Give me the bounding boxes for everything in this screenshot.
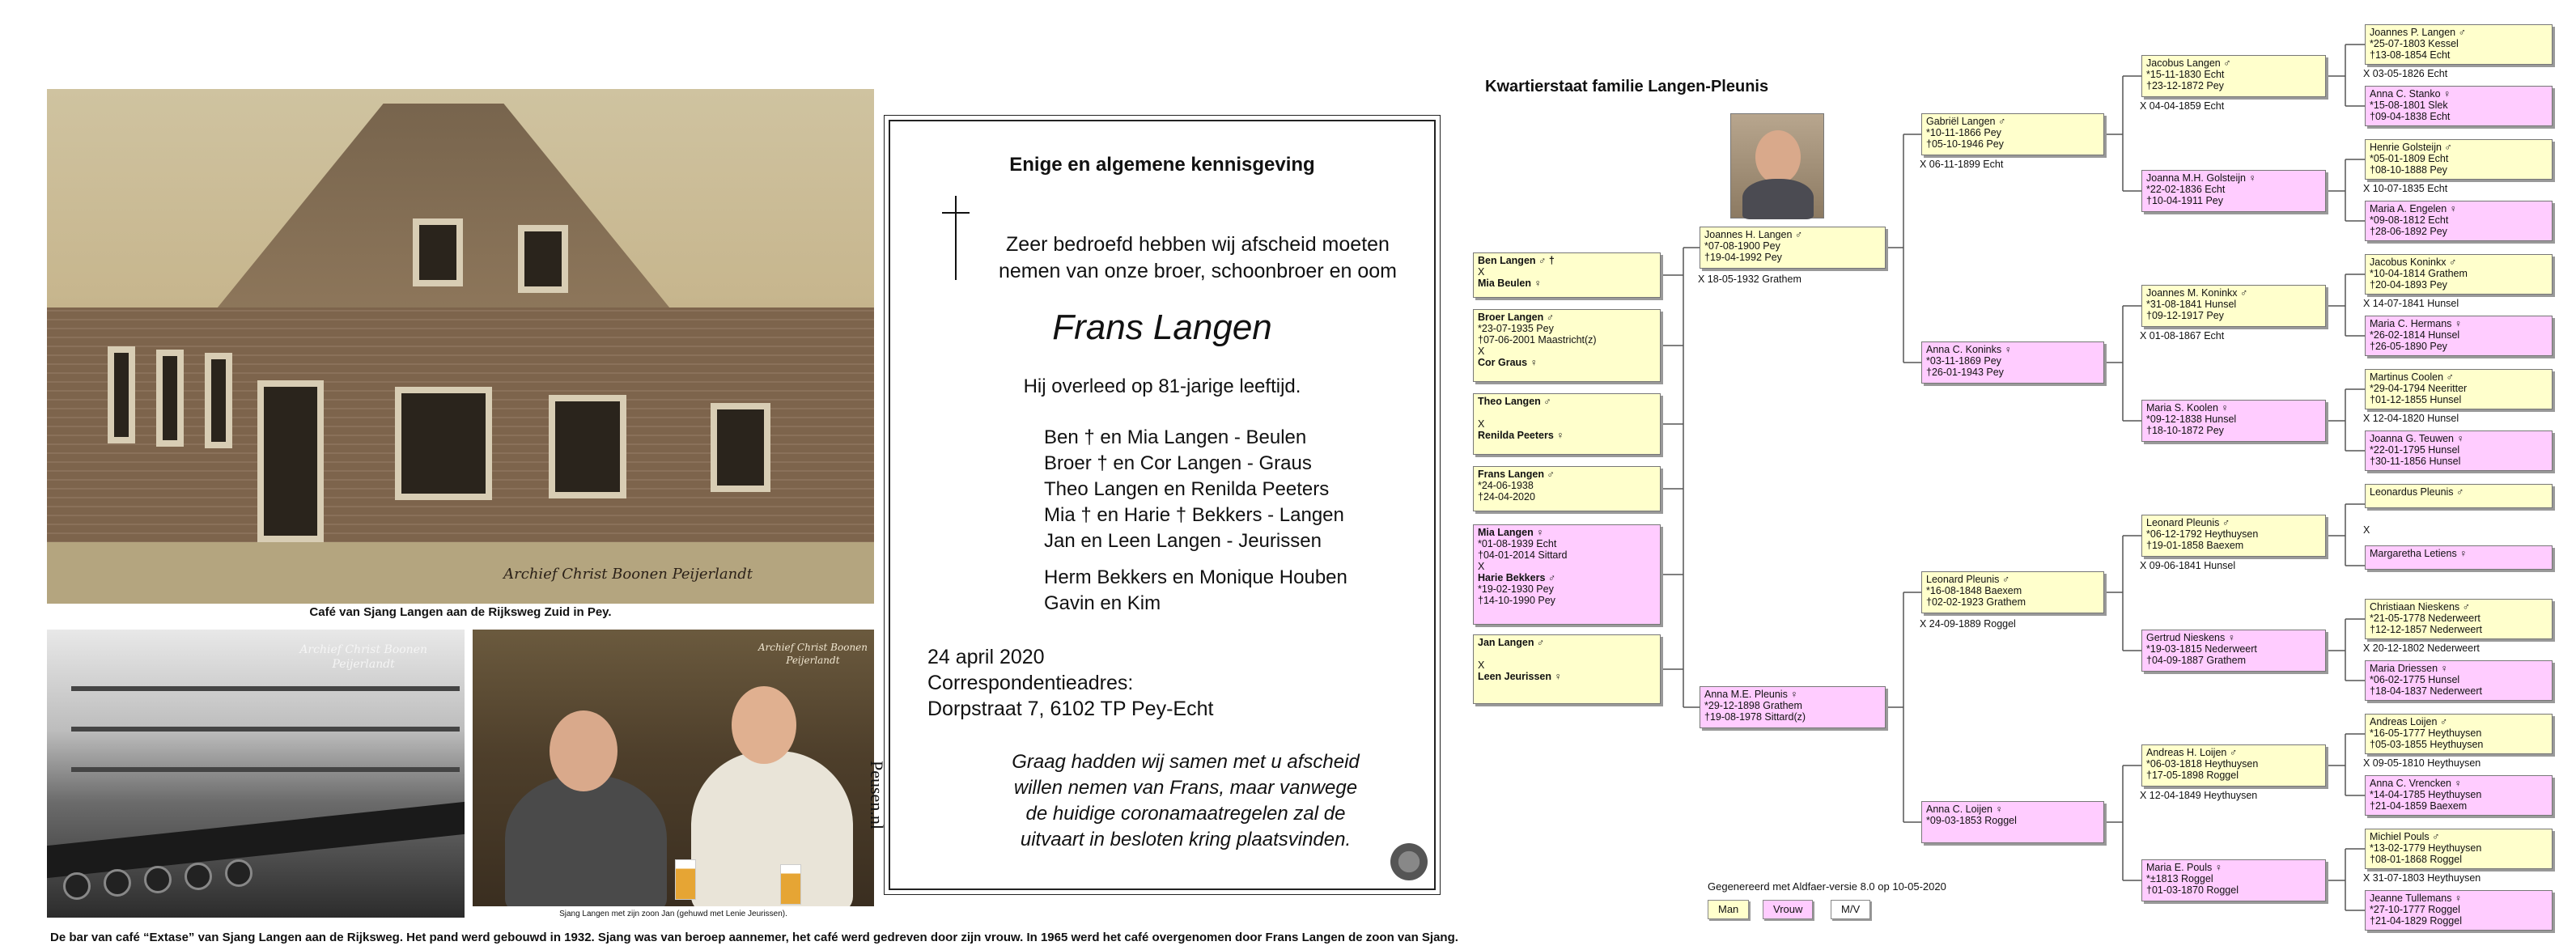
marriage-date: X 09-05-1810 Heythuysen bbox=[2363, 757, 2481, 769]
person-detail: Harie Bekkers ♂ bbox=[1478, 572, 1556, 583]
person-detail bbox=[1478, 407, 1656, 418]
gg-grandparent-box bbox=[2365, 660, 2553, 701]
person-detail: †13-08-1854 Echt bbox=[2370, 49, 2451, 61]
family-line: Herm Bekkers en Monique Houben bbox=[1044, 566, 1347, 588]
person-detail: *16-05-1777 Heythuysen bbox=[2370, 727, 2482, 739]
person-name: Joannes P. Langen ♂ bbox=[2370, 27, 2466, 38]
legend-mv: M/V bbox=[1831, 900, 1870, 919]
person-detail: *26-02-1814 Hunsel bbox=[2370, 329, 2460, 341]
person-name: Frans Langen ♂ bbox=[1478, 469, 1555, 480]
person-detail: *09-08-1812 Echt bbox=[2370, 214, 2449, 226]
person-name: Joanna G. Teuwen ♀ bbox=[2370, 433, 2464, 444]
great-grandparent-box bbox=[2141, 400, 2326, 442]
person-detail: †26-05-1890 Pey bbox=[2370, 341, 2447, 352]
person-name: Anna C. Koninks ♀ bbox=[1926, 344, 2012, 355]
person-detail: X bbox=[1478, 266, 1485, 278]
person-detail: *03-11-1869 Pey bbox=[1926, 355, 2001, 367]
person-detail: *27-10-1777 Roggel bbox=[2370, 904, 2460, 915]
person-detail: †21-04-1829 Roggel bbox=[2370, 915, 2462, 927]
person-detail: †14-10-1990 Pey bbox=[1478, 595, 1555, 606]
person-name: Andreas H. Loijen ♂ bbox=[2146, 747, 2238, 758]
person-detail: Cor Graus ♀ bbox=[1478, 357, 1538, 368]
person-name: Maria S. Koolen ♀ bbox=[2146, 402, 2229, 414]
sibling-box bbox=[1473, 634, 1661, 704]
person-detail: †07-06-2001 Maastricht(z) bbox=[1478, 334, 1597, 346]
person-detail: *16-08-1848 Baexem bbox=[1926, 585, 2022, 596]
person-name: Andreas Loijen ♂ bbox=[2370, 716, 2448, 727]
person-name: Broer Langen ♂ bbox=[1478, 312, 1555, 323]
grandparent-box bbox=[1921, 113, 2104, 155]
marriage-date: X 09-06-1841 Hunsel bbox=[2140, 560, 2236, 571]
person-name: Ben Langen ♂ † bbox=[1478, 255, 1555, 266]
person-detail: †05-10-1946 Pey bbox=[1926, 138, 2004, 150]
person-detail: *24-06-1938 bbox=[1478, 480, 1534, 491]
person-detail: †28-06-1892 Pey bbox=[2370, 226, 2447, 237]
person-detail: †24-04-2020 bbox=[1478, 491, 1535, 503]
marriage-date: X 24-09-1889 Roggel bbox=[1920, 618, 2016, 630]
archive-stamp-line: Archief Christ Boonen bbox=[299, 643, 427, 656]
person-detail: *29-12-1898 Grathem bbox=[1704, 700, 1802, 711]
great-grandparent-box bbox=[2141, 630, 2326, 672]
person-detail: Mia Beulen ♀ bbox=[1478, 278, 1542, 289]
archive-stamp-line: Archief Christ Boonen bbox=[758, 642, 868, 653]
person-name: Joannes M. Koninkx ♂ bbox=[2146, 287, 2248, 299]
person-name: Joanna M.H. Golsteijn ♀ bbox=[2146, 172, 2256, 184]
legend-man: Man bbox=[1708, 900, 1749, 919]
person-name: Gertrud Nieskens ♀ bbox=[2146, 632, 2236, 643]
person-detail: †30-11-1856 Hunsel bbox=[2370, 456, 2461, 467]
marriage-date: X 12-04-1849 Heythuysen bbox=[2140, 790, 2258, 801]
person-detail: *13-02-1779 Heythuysen bbox=[2370, 842, 2482, 854]
person-detail: *31-08-1841 Hunsel bbox=[2146, 299, 2237, 310]
great-grandparent-box bbox=[2141, 55, 2326, 97]
person-detail: †09-12-1917 Pey bbox=[2146, 310, 2224, 321]
photo2-caption: Sjang Langen met zijn zoon Jan (gehuwd met Lenie Jeurissen). bbox=[559, 910, 787, 918]
grandparent-box bbox=[1921, 571, 2104, 613]
person-detail: †21-04-1859 Baexem bbox=[2370, 800, 2468, 812]
person-name: Maria E. Pouls ♀ bbox=[2146, 862, 2223, 873]
person-name: Theo Langen ♂ bbox=[1478, 396, 1551, 407]
person-detail: *06-12-1792 Heythuysen bbox=[2146, 528, 2259, 540]
person-detail: †04-09-1887 Grathem bbox=[2146, 655, 2246, 666]
person-name: Henrie Golsteijn ♂ bbox=[2370, 142, 2452, 153]
closing-line: uitvaart in besloten kring plaatsvinden. bbox=[1020, 829, 1352, 850]
person-detail: †17-05-1898 Roggel bbox=[2146, 770, 2239, 781]
person-name: Martinus Coolen ♂ bbox=[2370, 371, 2454, 383]
marriage-date: X 18-05-1932 Grathem bbox=[1698, 274, 1802, 285]
person-detail: †19-08-1978 Sittard(z) bbox=[1704, 711, 1806, 723]
person-detail: *19-03-1815 Nederweert bbox=[2146, 643, 2257, 655]
person-name: Gabriël Langen ♂ bbox=[1926, 116, 2006, 127]
person-detail: †12-12-1857 Nederweert bbox=[2370, 624, 2482, 635]
person-detail: *15-11-1830 Echt bbox=[2146, 69, 2225, 80]
closing-line: willen nemen van Frans, maar vanwege bbox=[1013, 777, 1358, 799]
person-detail: †19-04-1992 Pey bbox=[1704, 252, 1782, 263]
gg-grandparent-box bbox=[2365, 24, 2553, 65]
father-box bbox=[1700, 227, 1886, 269]
gg-grandparent-box bbox=[2365, 430, 2553, 471]
person-detail: *07-08-1900 Pey bbox=[1704, 240, 1780, 252]
bottom-caption: De bar van café “Extase” van Sjang Langen aan de Rijksweg. Het pand werd gebouwd in 1932. Sjang was van beroep aannemer, het café werd gedreven door zijn vrouw. In 1965 werd het café overgenomen door Frans Langen de zoon van Sjang. bbox=[50, 931, 1458, 944]
person-detail: *10-11-1866 Pey bbox=[1926, 127, 2001, 138]
person-detail bbox=[1478, 648, 1656, 659]
marriage-date: X 03-05-1826 Echt bbox=[2363, 68, 2448, 79]
intro-line: nemen van onze broer, schoonbroer en oom bbox=[999, 260, 1397, 282]
intro-line: Zeer bedroefd hebben wij afscheid moeten bbox=[1006, 233, 1390, 256]
person-name: Margaretha Letiens ♀ bbox=[2370, 548, 2468, 559]
gg-grandparent-box bbox=[2365, 139, 2553, 180]
mother-box bbox=[1700, 686, 1886, 728]
person-detail: †02-02-1923 Grathem bbox=[1926, 596, 2026, 608]
person-detail: *06-03-1818 Heythuysen bbox=[2146, 758, 2259, 770]
family-line: Gavin en Kim bbox=[1044, 592, 1161, 614]
sibling-box bbox=[1473, 393, 1661, 455]
person-detail: †23-12-1872 Pey bbox=[2146, 80, 2224, 91]
person-name: Christiaan Nieskens ♂ bbox=[2370, 601, 2471, 613]
sibling-box bbox=[1473, 252, 1661, 298]
gg-grandparent-box bbox=[2365, 890, 2553, 931]
generated-note: Gegenereerd met Aldfaer-versie 8.0 op 10-05-2020 bbox=[1708, 880, 1946, 893]
archive-stamp-line: Peijerlandt bbox=[786, 655, 840, 666]
notice-date: 24 april 2020 bbox=[927, 646, 1045, 668]
gg-grandparent-box bbox=[2365, 599, 2553, 639]
person-name: Joannes H. Langen ♂ bbox=[1704, 229, 1803, 240]
person-detail: *09-03-1853 Roggel bbox=[1926, 815, 2017, 826]
person-detail: X bbox=[1478, 561, 1485, 572]
family-line: Theo Langen en Renilda Peeters bbox=[1044, 478, 1330, 500]
address-label: Correspondentieadres: bbox=[927, 672, 1134, 694]
person-detail: *10-04-1814 Grathem bbox=[2370, 268, 2468, 279]
legend-woman: Vrouw bbox=[1763, 900, 1813, 919]
person-detail: †09-04-1838 Echt bbox=[2370, 111, 2451, 122]
person-detail: †26-01-1943 Pey bbox=[1926, 367, 2004, 378]
gg-grandparent-box bbox=[2365, 775, 2553, 816]
person-detail: †01-03-1870 Roggel bbox=[2146, 884, 2239, 896]
great-grandparent-box bbox=[2141, 744, 2326, 787]
person-detail: *15-08-1801 Slek bbox=[2370, 100, 2448, 111]
great-grandparent-box bbox=[2141, 285, 2326, 327]
person-detail: *05-01-1809 Echt bbox=[2370, 153, 2449, 164]
person-detail: *22-01-1795 Hunsel bbox=[2370, 444, 2460, 456]
person-name: Anna C. Stanko ♀ bbox=[2370, 88, 2451, 100]
notice-title: Enige en algemene kennisgeving bbox=[1009, 154, 1315, 176]
gg-grandparent-box bbox=[2365, 369, 2553, 409]
gg-grandparent-box bbox=[2365, 545, 2553, 570]
person-name: Maria Driessen ♀ bbox=[2370, 663, 2448, 674]
gg-grandparent-box bbox=[2365, 316, 2553, 356]
marriage-date: X 12-04-1820 Hunsel bbox=[2363, 413, 2459, 424]
great-grandparent-box bbox=[2141, 515, 2326, 557]
person-name: Mia Langen ♀ bbox=[1478, 527, 1544, 538]
sibling-box bbox=[1473, 309, 1661, 382]
person-name: Anna C. Loijen ♀ bbox=[1926, 804, 2003, 815]
person-detail: †04-01-2014 Sittard bbox=[1478, 549, 1568, 561]
person-detail: X bbox=[1478, 346, 1485, 357]
marriage-date: X 10-07-1835 Echt bbox=[2363, 183, 2448, 194]
grandparent-box bbox=[1921, 801, 2104, 843]
person-detail: *06-02-1775 Hunsel bbox=[2370, 674, 2460, 685]
person-detail: Renilda Peeters ♀ bbox=[1478, 430, 1564, 441]
person-detail: *14-04-1785 Heythuysen bbox=[2370, 789, 2482, 800]
marriage-date: X 01-08-1867 Echt bbox=[2140, 330, 2225, 341]
archive-stamp-line: Peijerlandt bbox=[332, 658, 395, 671]
person-detail: *01-08-1939 Echt bbox=[1478, 538, 1557, 549]
person-detail: Leen Jeurissen ♀ bbox=[1478, 671, 1562, 682]
marriage-date: X bbox=[2363, 524, 2370, 536]
person-detail: *21-05-1778 Nederweert bbox=[2370, 613, 2481, 624]
person-detail: †01-12-1855 Hunsel bbox=[2370, 394, 2462, 405]
sibling-box bbox=[1473, 466, 1661, 511]
tree-title: Kwartierstaat familie Langen-Pleunis bbox=[1485, 78, 1769, 95]
archive-stamp: Archief Christ Boonen Peijerlandt bbox=[503, 566, 753, 583]
person-detail: *25-07-1803 Kessel bbox=[2370, 38, 2459, 49]
closing-line: Graag hadden wij samen met u afscheid bbox=[1012, 751, 1360, 773]
person-detail: †20-04-1893 Pey bbox=[2370, 279, 2447, 291]
gg-grandparent-box bbox=[2365, 254, 2553, 295]
person-detail: *±1813 Roggel bbox=[2146, 873, 2213, 884]
person-name: Jacobus Langen ♂ bbox=[2146, 57, 2231, 69]
person-detail: †18-10-1872 Pey bbox=[2146, 425, 2224, 436]
person-name: Leonardus Pleunis ♂ bbox=[2370, 486, 2464, 498]
person-detail: X bbox=[1478, 418, 1485, 430]
person-detail: †19-01-1858 Baexem bbox=[2146, 540, 2244, 551]
deceased-name: Frans Langen bbox=[1052, 307, 1272, 347]
person-detail: *23-07-1935 Pey bbox=[1478, 323, 1554, 334]
gg-grandparent-box bbox=[2365, 86, 2553, 126]
grandparent-box bbox=[1921, 341, 2104, 384]
person-detail: *19-02-1930 Pey bbox=[1478, 583, 1554, 595]
gg-grandparent-box bbox=[2365, 829, 2553, 869]
family-line: Mia † en Harie † Bekkers - Langen bbox=[1044, 504, 1344, 526]
person-detail: *22-02-1836 Echt bbox=[2146, 184, 2226, 195]
gg-grandparent-box bbox=[2365, 714, 2553, 754]
gg-grandparent-box bbox=[2365, 201, 2553, 241]
house-caption: Café van Sjang Langen aan de Rijksweg Zuid in Pey. bbox=[309, 605, 612, 619]
person-detail: †05-03-1855 Heythuysen bbox=[2370, 739, 2484, 750]
person-detail: *09-12-1838 Hunsel bbox=[2146, 414, 2237, 425]
marriage-date: X 31-07-1803 Heythuysen bbox=[2363, 872, 2481, 884]
marriage-date: X 20-12-1802 Nederweert bbox=[2363, 643, 2480, 654]
person-name: Jacobus Koninkx ♂ bbox=[2370, 257, 2457, 268]
person-detail: †08-01-1868 Roggel bbox=[2370, 854, 2462, 865]
person-name: Leonard Pleunis ♂ bbox=[2146, 517, 2230, 528]
closing-line: de huidige coronamaatregelen zal de bbox=[1025, 803, 1346, 825]
person-name: Michiel Pouls ♂ bbox=[2370, 831, 2440, 842]
person-detail: *29-04-1794 Neeritter bbox=[2370, 383, 2468, 394]
marriage-date: X 06-11-1899 Echt bbox=[1920, 159, 2004, 170]
family-line: Jan en Leen Langen - Jeurissen bbox=[1044, 530, 1322, 552]
person-name: Anna C. Vrencken ♀ bbox=[2370, 778, 2462, 789]
person-name: Jeanne Tullemans ♀ bbox=[2370, 893, 2463, 904]
person-name: Maria A. Engelen ♀ bbox=[2370, 203, 2458, 214]
address-line: Dorpstraat 7, 6102 TP Pey-Echt bbox=[927, 698, 1214, 720]
person-name: Jan Langen ♂ bbox=[1478, 637, 1545, 648]
person-name: Maria C. Hermans ♀ bbox=[2370, 318, 2463, 329]
notice-age: Hij overleed op 81-jarige leeftijd. bbox=[1023, 375, 1301, 397]
sibling-box bbox=[1473, 524, 1661, 625]
marriage-date: X 04-04-1859 Echt bbox=[2140, 100, 2225, 112]
person-detail: †18-04-1837 Nederweert bbox=[2370, 685, 2482, 697]
family-line: Broer † en Cor Langen - Graus bbox=[1044, 452, 1312, 474]
family-line: Ben † en Mia Langen - Beulen bbox=[1044, 426, 1307, 448]
great-grandparent-box bbox=[2141, 859, 2326, 901]
site-watermark: Peusen.nl bbox=[867, 761, 887, 829]
gg-grandparent-box bbox=[2365, 484, 2553, 508]
person-detail: †10-04-1911 Pey bbox=[2146, 195, 2223, 206]
person-name: Anna M.E. Pleunis ♀ bbox=[1704, 689, 1798, 700]
marriage-date: X 14-07-1841 Hunsel bbox=[2363, 298, 2459, 309]
person-name: Leonard Pleunis ♂ bbox=[1926, 574, 2010, 585]
great-grandparent-box bbox=[2141, 170, 2326, 212]
person-detail: X bbox=[1478, 659, 1485, 671]
person-detail: †08-10-1888 Pey bbox=[2370, 164, 2447, 176]
